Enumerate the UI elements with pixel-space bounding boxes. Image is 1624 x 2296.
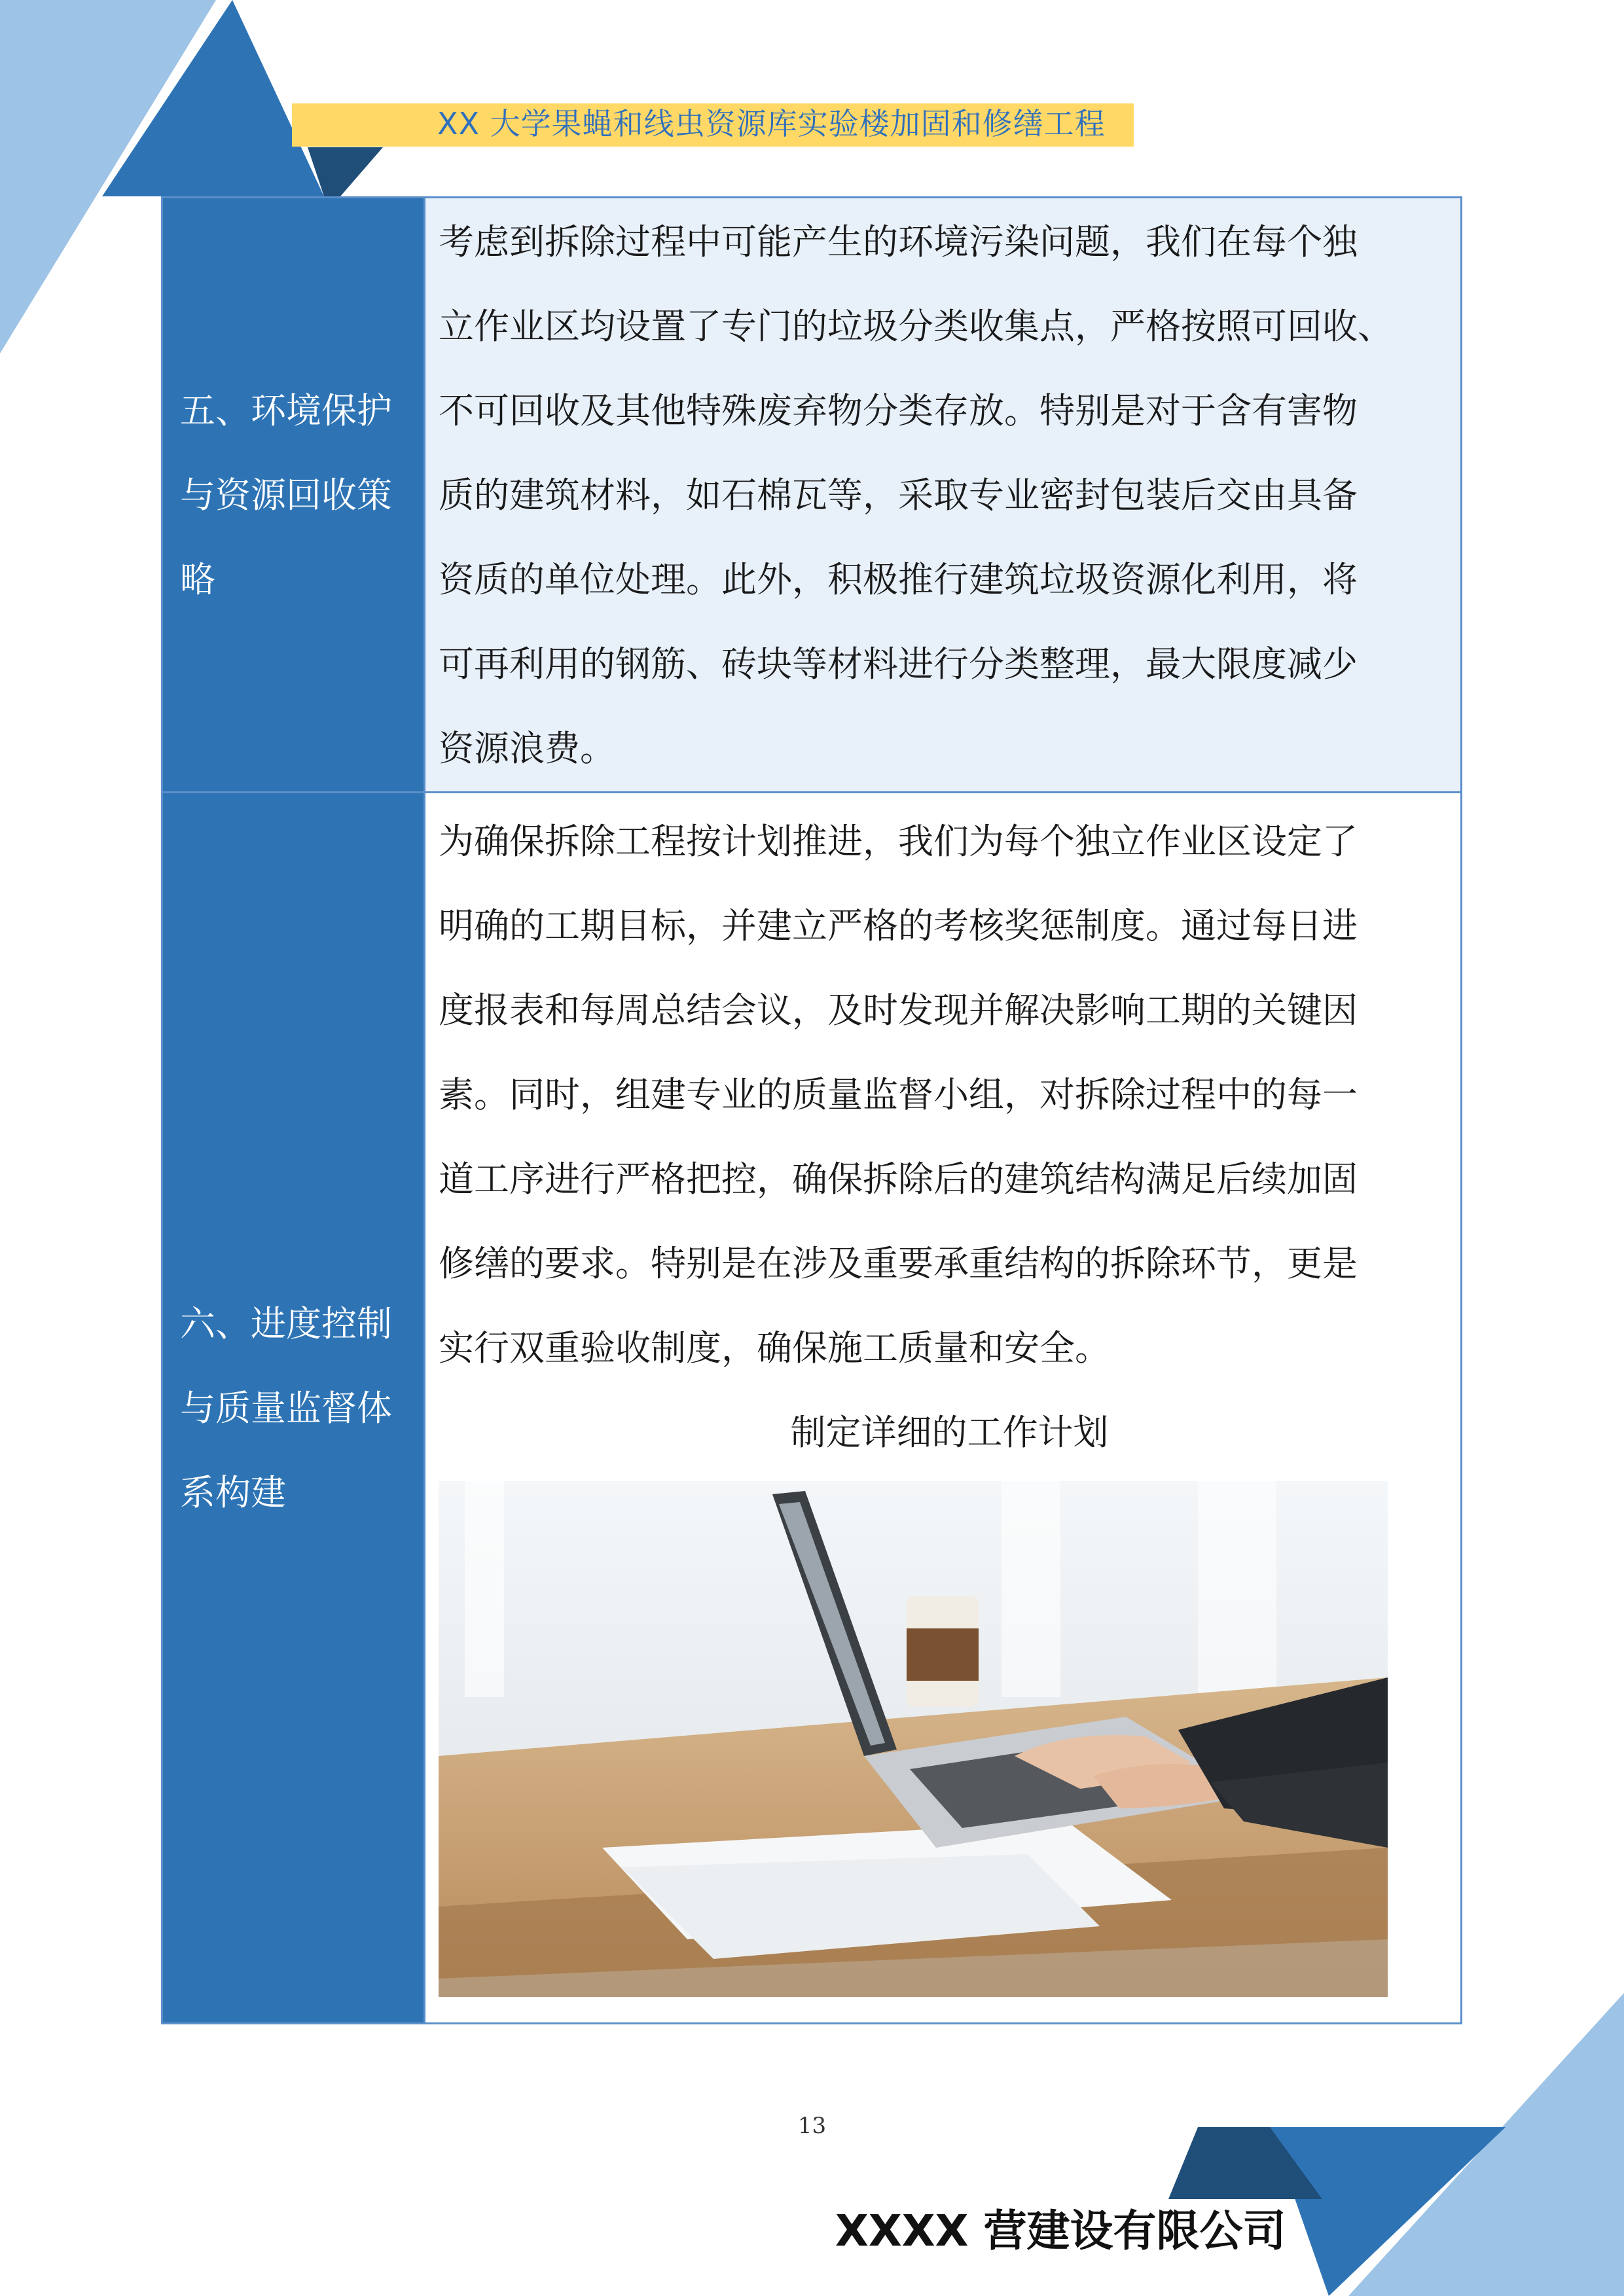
label-line: 五、环境保护	[180, 389, 392, 431]
label-line: 系构建	[180, 1471, 286, 1513]
document-header-title: XX 大学果蝇和线虫资源库实验楼加固和修缮工程	[437, 106, 1106, 141]
text-line: 可再利用的钢筋、砖块等材料进行分类整理，最大限度减少	[439, 643, 1358, 685]
text-line: 质的建筑材料，如石棉瓦等，采取专业密封包装后交由具备	[439, 474, 1358, 516]
label-line: 与质量监督体	[180, 1387, 392, 1429]
text-line: 为确保拆除工程按计划推进，我们为每个独立作业区设定了	[439, 821, 1358, 862]
table-row	[162, 793, 1462, 2024]
row-content-cell	[425, 793, 1462, 2024]
text-line: 资源浪费。	[439, 727, 615, 769]
image-caption: 制定详细的工作计划	[790, 1412, 1109, 1453]
text-line: 立作业区均设置了专门的垃圾分类收集点，严格按照可回收、	[439, 305, 1393, 347]
row-label-cell	[162, 198, 425, 793]
text-line: 度报表和每周总结会议，及时发现并解决影响工期的关键因	[439, 990, 1358, 1031]
laptop-typing-photo-icon	[439, 1481, 1388, 1997]
label-line: 略	[180, 558, 215, 600]
table-row	[162, 198, 1462, 793]
text-line: 资质的单位处理。此外，积极推行建筑垃圾资源化利用，将	[439, 558, 1358, 600]
paragraph	[425, 799, 1460, 1390]
label-line: 六、进度控制	[180, 1302, 392, 1344]
paragraph	[425, 200, 1460, 791]
page-number: 13	[797, 2113, 827, 2139]
section-table	[161, 196, 1462, 2024]
row-content-cell	[425, 198, 1462, 793]
text-line: 考虑到拆除过程中可能产生的环境污染问题，我们在每个独	[439, 221, 1358, 262]
text-line: 修缮的要求。特别是在涉及重要承重结构的拆除环节，更是	[439, 1243, 1358, 1284]
text-line: 素。同时，组建专业的质量监督小组，对拆除过程中的每一	[439, 1074, 1358, 1115]
text-line: 不可回收及其他特殊废弃物分类存放。特别是对于含有害物	[439, 389, 1358, 431]
label-line: 与资源回收策	[180, 474, 392, 516]
row-label	[163, 368, 424, 622]
company-name: XXXX 营建设有限公司	[835, 2206, 1286, 2256]
text-line: 道工序进行严格把控，确保拆除后的建筑结构满足后续加固	[439, 1158, 1358, 1200]
row-label-cell	[162, 793, 425, 2024]
row-label	[163, 1282, 424, 1535]
text-line: 明确的工期目标，并建立严格的考核奖惩制度。通过每日进	[439, 905, 1358, 946]
text-line: 实行双重验收制度，确保施工质量和安全。	[439, 1327, 1110, 1369]
photo-container	[425, 1475, 1460, 2017]
